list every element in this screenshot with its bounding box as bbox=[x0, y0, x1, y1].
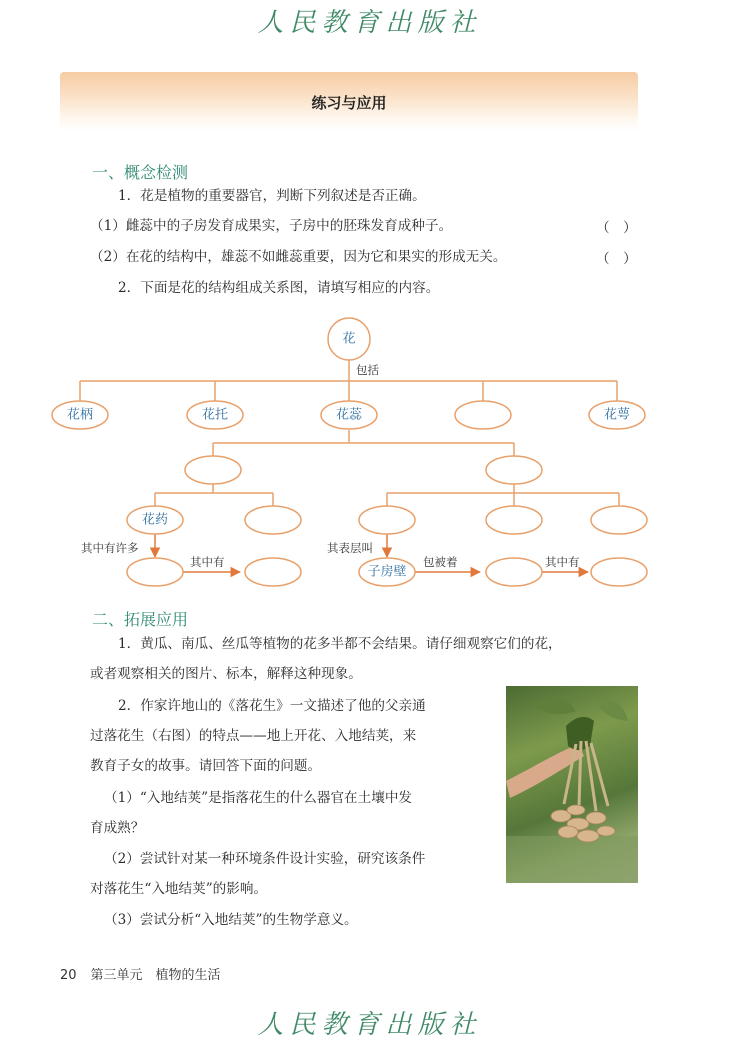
edge-label-surface: 其表层叫 bbox=[327, 541, 373, 555]
node-blank-5[interactable] bbox=[359, 506, 415, 534]
question-1-2: （2）在花的结构中，雄蕊不如雌蕊重要，因为它和果实的形成无关。 bbox=[90, 249, 507, 265]
label-anther: 花药 bbox=[141, 512, 169, 528]
node-blank-1[interactable] bbox=[455, 401, 511, 429]
node-blank-7[interactable] bbox=[591, 506, 647, 534]
paragraph-2-line-3: 教育子女的故事。请回答下面的问题。 bbox=[90, 758, 322, 774]
label-receptacle: 花托 bbox=[201, 407, 229, 423]
subquestion-1-line-1: （1）“入地结荚”是指落花生的什么器官在土壤中发 bbox=[104, 790, 413, 806]
edge-label-wrapped: 包被着 bbox=[423, 555, 458, 569]
edge-label-include: 包括 bbox=[356, 363, 379, 377]
subquestion-1-line-2: 育成熟？ bbox=[90, 820, 145, 836]
label-ovary-wall: 子房壁 bbox=[367, 564, 407, 580]
section-title-extended-application: 二、拓展应用 bbox=[92, 610, 189, 629]
paragraph-2-line-1: 2．作家许地山的《落花生》一文描述了他的父亲通 bbox=[118, 698, 426, 714]
label-sepal: 花萼 bbox=[603, 407, 631, 423]
subquestion-2-line-2: 对落花生“入地结荚”的影响。 bbox=[90, 881, 268, 897]
node-blank-2[interactable] bbox=[185, 456, 241, 484]
node-blank-10[interactable] bbox=[486, 558, 542, 586]
subquestion-2-line-1: （2）尝试针对某一种环境条件设计实验，研究该条件 bbox=[104, 851, 426, 867]
answer-blank-1: （ ） bbox=[596, 220, 637, 236]
answer-blank-2: （ ） bbox=[596, 251, 637, 267]
paragraph-1-line-2: 或者观察相关的图片、标本，解释这种现象。 bbox=[90, 666, 362, 682]
edge-label-has-2: 其中有 bbox=[545, 555, 580, 569]
node-blank-8[interactable] bbox=[127, 558, 183, 586]
edge-label-has: 其中有 bbox=[190, 555, 225, 569]
paragraph-1-line-1: 1．黄瓜、南瓜、丝瓜等植物的花多半都不会结果。请仔细观察它们的花， bbox=[118, 636, 562, 652]
page-number: 20 bbox=[60, 968, 77, 983]
node-blank-11[interactable] bbox=[591, 558, 647, 586]
label-pedicel: 花柄 bbox=[66, 407, 94, 423]
tree-connectors bbox=[80, 356, 619, 506]
question-1: 1．花是植物的重要器官，判断下列叙述是否正确。 bbox=[118, 188, 426, 204]
node-blank-6[interactable] bbox=[486, 506, 542, 534]
peanut-plant-photo bbox=[506, 686, 638, 883]
node-blank-4[interactable] bbox=[245, 506, 301, 534]
section-title-concept-check: 一、概念检测 bbox=[92, 163, 189, 182]
edge-label-has-many: 其中有许多 bbox=[81, 541, 139, 555]
unit-title: 第三单元 植物的生活 bbox=[90, 968, 221, 983]
question-2: 2．下面是花的结构组成关系图，请填写相应的内容。 bbox=[118, 280, 440, 296]
publisher-logo-top: 人民教育出版社 bbox=[257, 8, 482, 38]
node-blank-9[interactable] bbox=[245, 558, 301, 586]
question-1-1: （1）雌蕊中的子房发育成果实，子房中的胚珠发育成种子。 bbox=[90, 218, 453, 234]
publisher-logo-bottom: 人民教育出版社 bbox=[257, 1010, 482, 1040]
banner-title: 练习与应用 bbox=[311, 94, 387, 112]
subquestion-3: （3）尝试分析“入地结荚”的生物学意义。 bbox=[104, 912, 358, 928]
label-flower: 花 bbox=[342, 331, 356, 347]
node-blank-3[interactable] bbox=[486, 456, 542, 484]
page-footer bbox=[60, 964, 221, 983]
paragraph-2-line-2: 过落花生（右图）的特点——地上开花、入地结荚，来 bbox=[90, 728, 417, 744]
label-stamens-pistils: 花蕊 bbox=[335, 407, 363, 423]
